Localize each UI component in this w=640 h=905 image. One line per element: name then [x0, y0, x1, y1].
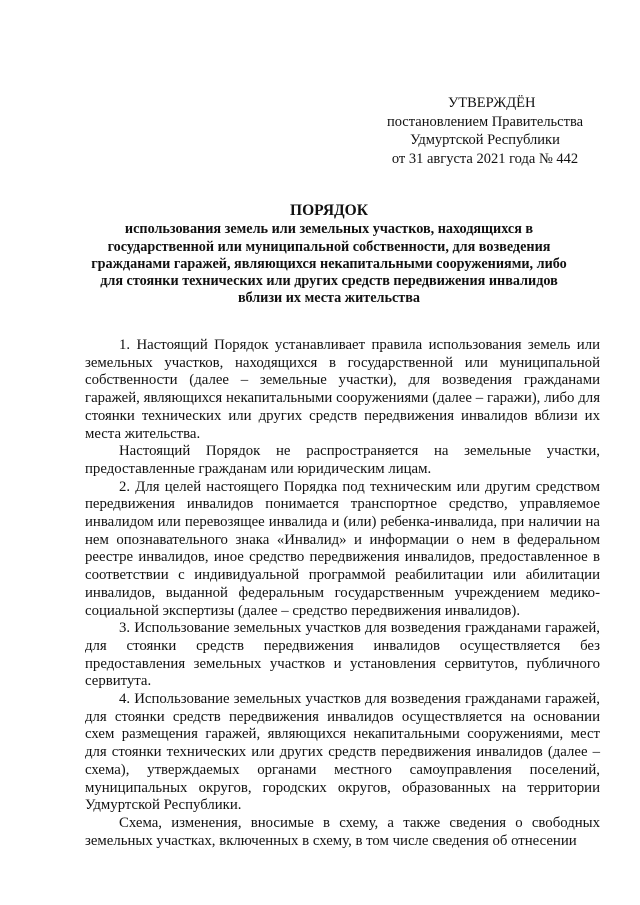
approval-stamp — [360, 94, 610, 168]
approval-heading: УТВЕРЖДЁН — [448, 95, 536, 111]
approval-line-date: от 31 августа 2021 года № 442 — [391, 150, 579, 167]
paragraph-3: 2. Для целей настоящего Порядка под техническим или другим средством передвижения инвалидов понимается транспортное средство, управляемое инвалидом или перевозящее инвалида и (или) ребенка-инвалида, при наличии на нем опознавательного знака «Инвалид» и информации о нем в федеральном реестре инвалидов, иное средство передвижения инвалидов, предоставленное в соответствии с индивидуальной программой реабилитации или абилитации инвалидов, выданной федеральным государственным учреждением медико-социальной экспертизы (далее – средство передвижения инвалидов). — [85, 478, 600, 619]
title-heading: ПОРЯДОК — [290, 202, 368, 219]
paragraph-4: 3. Использование земельных участков для возведения гражданами гаражей, для стоянки средств передвижения инвалидов осуществляется без предоставления земельных участков и установления сервитутов, публичного сервитута. — [85, 620, 600, 690]
paragraph-6: Схема, изменения, вносимые в схему, а также сведения о свободных земельных участках, включенных в схему, в том числе сведения об отнесении — [85, 814, 600, 849]
approval-line-republic: Удмуртской Республики — [410, 132, 560, 148]
title-subtitle: использования земель или земельных участков, находящихся в государственной или муниципальной собственности, для возведения гражданами гаражей, являющихся некапитальными сооружениями, либо для стоянки технических или других средств передвижения инвалидов вблизи их места жительства — [91, 221, 567, 307]
paragraph-1: 1. Настоящий Порядок устанавливает правила использования земель или земельных участков, находящихся в государственной или муниципальной собственности (далее – земельные участки), для возведения гражданами гаражей, являющихся некапитальными сооружениями (далее – гаражи), либо для стоянки технических или других средств передвижения инвалидов вблизи их места жительства. — [85, 337, 600, 442]
approval-line-decree: постановлением Правительства — [386, 113, 584, 130]
document-title — [84, 202, 574, 308]
paragraph-5: 4. Использование земельных участков для возведения гражданами гаражей, для стоянки средств передвижения инвалидов осуществляется на основании схем размещения гаражей, являющихся некапитальными сооружениями, мест для стоянки технических или других средств передвижения инвалидов (далее – схема), утверждаемых органами местного самоуправления поселений, муниципальных округов, городских округов, образованных на территории Удмуртской Республики. — [85, 691, 600, 814]
paragraph-2: Настоящий Порядок не распространяется на земельные участки, предоставленные гражданам или юридическим лицам. — [85, 443, 600, 477]
document-body — [85, 337, 600, 850]
